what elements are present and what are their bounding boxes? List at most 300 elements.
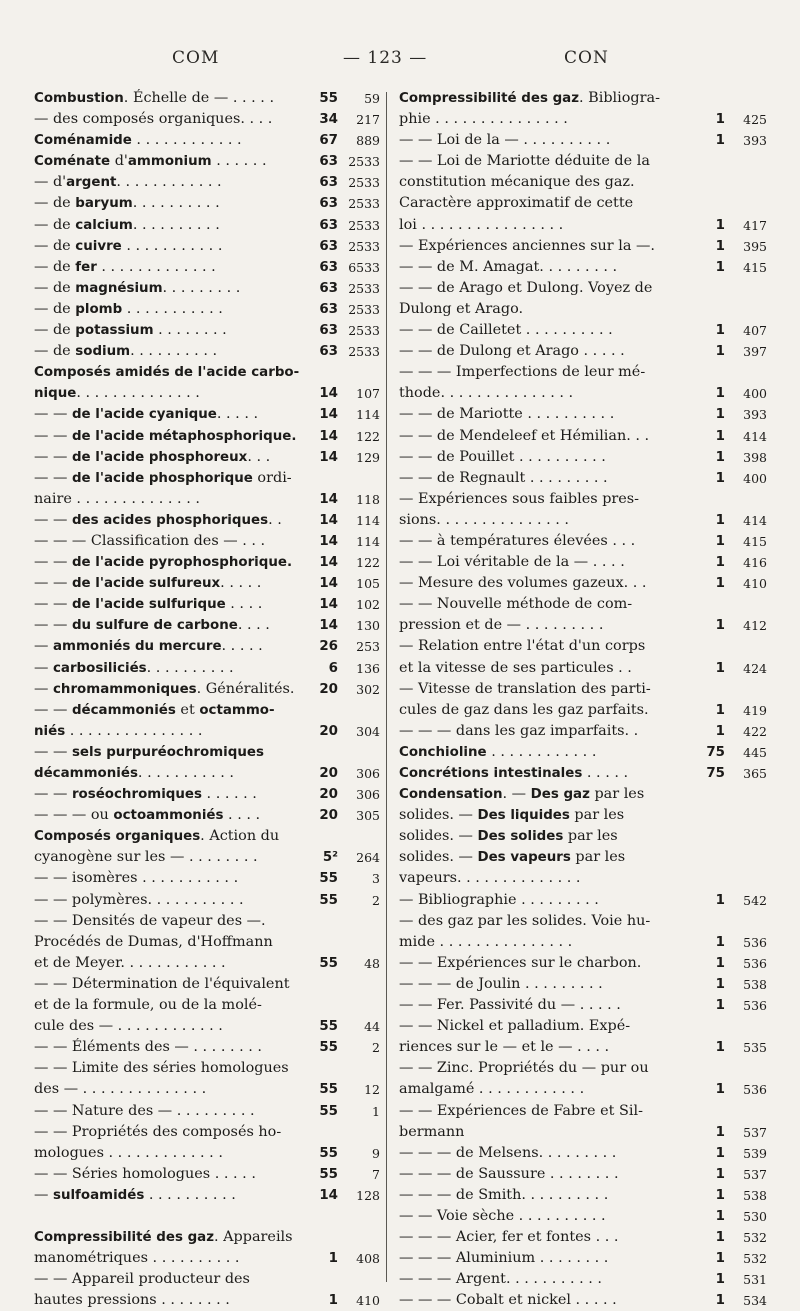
entry-descriptor: — — — Imperfections de leur mé- bbox=[399, 364, 646, 381]
entry-descriptor: . . . . . . . . . . . . bbox=[131, 132, 242, 149]
page-reference: 400 bbox=[743, 386, 767, 402]
entry-text bbox=[399, 805, 624, 826]
entry-text bbox=[34, 510, 282, 531]
entry-descriptor: — — Éléments des — . . . . . . . . bbox=[34, 1039, 262, 1056]
entry-term: des acides phosphoriques bbox=[71, 512, 269, 528]
index-entry-line bbox=[34, 236, 380, 257]
index-entry-line bbox=[34, 1101, 380, 1122]
index-entry-line bbox=[399, 805, 767, 826]
entry-descriptor: — — de Mariotte . . . . . . . . . . bbox=[399, 406, 615, 423]
entry-text bbox=[34, 573, 261, 594]
page-reference: 217 bbox=[356, 112, 380, 128]
page-reference: 114 bbox=[356, 407, 380, 423]
entry-text bbox=[399, 1122, 464, 1143]
index-entry-line bbox=[399, 847, 767, 868]
volume-number: 55 bbox=[319, 1040, 338, 1056]
volume-number: 14 bbox=[319, 533, 338, 549]
index-entry-line bbox=[34, 615, 380, 636]
index-entry-line bbox=[34, 130, 380, 151]
index-entry-line bbox=[399, 193, 767, 214]
volume-number: 1 bbox=[715, 976, 725, 992]
page-reference: 2533 bbox=[348, 196, 380, 212]
entry-descriptor: . . . . . . . . . . . . bbox=[116, 174, 222, 191]
page-reference: 365 bbox=[743, 766, 767, 781]
entry-descriptor: solides. — bbox=[399, 828, 478, 845]
index-entry-line bbox=[34, 763, 380, 784]
entry-text bbox=[399, 890, 599, 911]
entry-descriptor: naire . . . . . . . . . . . . . . bbox=[34, 490, 200, 507]
entry-descriptor: — — polymères. . . . . . . . . . . bbox=[34, 891, 244, 908]
column-divider bbox=[386, 92, 387, 1282]
entry-descriptor: — — bbox=[34, 596, 72, 613]
entry-descriptor: — d' bbox=[34, 174, 67, 191]
volume-number: 1 bbox=[715, 407, 725, 423]
entry-descriptor: . . . . . . . . . bbox=[162, 279, 241, 296]
index-column-left bbox=[34, 88, 380, 1311]
page-reference: 6533 bbox=[348, 259, 380, 275]
index-entry-line bbox=[399, 1037, 767, 1058]
volume-number: 1 bbox=[715, 1040, 725, 1056]
index-entry-line bbox=[34, 573, 380, 594]
page-reference: 2533 bbox=[348, 301, 380, 317]
entry-text bbox=[399, 1143, 616, 1164]
entry-descriptor: . . . . . . . . . . . . . . bbox=[76, 385, 200, 402]
volume-number: 1 bbox=[715, 1082, 725, 1098]
entry-text bbox=[399, 1101, 643, 1122]
entry-text bbox=[399, 299, 523, 320]
entry-descriptor: . Action du bbox=[200, 828, 280, 845]
entry-descriptor: . . . . . . bbox=[211, 153, 267, 170]
entry-descriptor: — — bbox=[34, 448, 72, 465]
index-entry-line bbox=[34, 215, 380, 236]
entry-descriptor: — — Propriétés des composés ho- bbox=[34, 1123, 282, 1140]
volume-number: 1 bbox=[328, 1251, 338, 1267]
page-reference: 414 bbox=[743, 428, 767, 444]
entry-text bbox=[34, 426, 296, 447]
entry-term: Composés amidés de l'acide carbo- bbox=[34, 365, 300, 381]
entry-term: plomb bbox=[75, 301, 123, 317]
page-reference: 419 bbox=[743, 702, 767, 718]
page-reference: 3 bbox=[372, 871, 380, 887]
volume-number: 14 bbox=[319, 512, 338, 528]
index-entry-line bbox=[34, 426, 380, 447]
entry-text bbox=[34, 805, 260, 826]
entry-descriptor: — — — dans les gaz imparfaits. . bbox=[399, 722, 639, 739]
entry-descriptor: thode. . . . . . . . . . . . . . . bbox=[399, 385, 574, 402]
page-reference: 129 bbox=[356, 449, 380, 465]
page-reference: 306 bbox=[356, 787, 380, 803]
entry-descriptor: — — Loi de Mariotte déduite de la bbox=[399, 153, 650, 170]
index-entry-line bbox=[399, 1227, 767, 1248]
entry-text bbox=[34, 679, 295, 700]
entry-text bbox=[34, 700, 275, 721]
index-entry-line bbox=[34, 658, 380, 679]
page-reference: 105 bbox=[356, 576, 380, 592]
entry-text bbox=[399, 447, 606, 468]
entry-descriptor: — — Loi de la — . . . . . . . . . . bbox=[399, 132, 611, 149]
index-entry-line bbox=[399, 1016, 767, 1037]
entry-text bbox=[399, 911, 650, 932]
entry-text bbox=[34, 257, 216, 278]
index-entry-line bbox=[34, 784, 380, 805]
entry-text bbox=[399, 88, 660, 109]
entry-descriptor: . . . . . bbox=[216, 406, 259, 423]
index-entry-line bbox=[399, 890, 767, 911]
entry-text bbox=[399, 1185, 608, 1206]
entry-descriptor: — — — Aluminium . . . . . . . . bbox=[399, 1250, 609, 1267]
entry-term: décammoniés bbox=[34, 766, 138, 781]
entry-descriptor: . . . . . . . . . . . . bbox=[486, 743, 597, 760]
entry-text bbox=[399, 130, 610, 151]
entry-descriptor: — — Loi véritable de la — . . . . bbox=[399, 554, 625, 571]
volume-number: 63 bbox=[319, 344, 338, 360]
volume-number: 14 bbox=[319, 386, 338, 402]
page-reference: 102 bbox=[356, 597, 380, 613]
volume-number: 63 bbox=[319, 323, 338, 339]
entry-text bbox=[34, 658, 234, 679]
index-entry-line bbox=[399, 1143, 767, 1164]
page-reference: 2533 bbox=[348, 323, 380, 339]
index-entry-line bbox=[34, 636, 380, 657]
entry-text bbox=[34, 299, 223, 320]
volume-number: 1 bbox=[715, 955, 725, 971]
entry-text bbox=[399, 700, 649, 721]
volume-number: 14 bbox=[319, 555, 338, 571]
entry-descriptor: — — Expériences sur le charbon. bbox=[399, 954, 642, 971]
entry-descriptor: — — Expériences de Fabre et Sil- bbox=[399, 1102, 643, 1119]
index-entry-line bbox=[399, 278, 767, 299]
volume-number: 6 bbox=[328, 660, 338, 676]
entry-text bbox=[399, 826, 618, 847]
entry-descriptor: — — bbox=[34, 575, 72, 592]
entry-term: cuivre bbox=[75, 238, 122, 254]
entry-descriptor: . — bbox=[502, 786, 531, 803]
running-head-right: CON bbox=[564, 48, 609, 68]
entry-text bbox=[399, 1164, 619, 1185]
entry-descriptor: — — de Regnault . . . . . . . . . bbox=[399, 469, 608, 486]
volume-number: 75 bbox=[706, 744, 725, 760]
entry-text bbox=[34, 932, 273, 953]
entry-descriptor: — — — de Joulin . . . . . . . . . bbox=[399, 975, 603, 992]
entry-text bbox=[34, 1058, 289, 1079]
entry-text bbox=[34, 215, 220, 236]
entry-descriptor: — — de Pouillet . . . . . . . . . . bbox=[399, 448, 606, 465]
index-entry-line bbox=[34, 1058, 380, 1079]
index-entry-line bbox=[34, 700, 380, 721]
page-reference: 2533 bbox=[348, 280, 380, 296]
volume-number: 55 bbox=[319, 1103, 338, 1119]
entry-descriptor: solides. — bbox=[399, 849, 478, 866]
entry-descriptor: — — — ou bbox=[34, 807, 114, 824]
volume-number: 1 bbox=[715, 112, 725, 128]
entry-text bbox=[34, 1227, 293, 1248]
index-entry-line bbox=[399, 974, 767, 995]
entry-text bbox=[399, 510, 569, 531]
volume-number: 1 bbox=[715, 998, 725, 1014]
entry-descriptor: — de bbox=[34, 343, 76, 360]
page-reference: 417 bbox=[743, 217, 767, 233]
entry-text bbox=[34, 721, 202, 742]
entry-descriptor: — — Séries homologues . . . . . bbox=[34, 1165, 256, 1182]
running-head-left: COM bbox=[172, 48, 220, 68]
index-entry-line bbox=[34, 1269, 380, 1290]
entry-descriptor: — — bbox=[34, 743, 72, 760]
volume-number: 1 bbox=[715, 555, 725, 571]
index-entry-line bbox=[34, 1037, 380, 1058]
page-reference: 538 bbox=[743, 976, 767, 992]
entry-text bbox=[34, 362, 299, 383]
volume-number: 1 bbox=[715, 386, 725, 402]
volume-number: 34 bbox=[319, 112, 338, 128]
page-reference: 424 bbox=[743, 660, 767, 676]
page-reference: 532 bbox=[743, 1251, 767, 1267]
entry-text bbox=[34, 847, 258, 868]
entry-text bbox=[399, 573, 646, 594]
entry-term: Composés organiques bbox=[34, 829, 201, 845]
entry-text bbox=[399, 721, 638, 742]
page-reference: 118 bbox=[356, 491, 380, 507]
entry-descriptor: mide . . . . . . . . . . . . . . . bbox=[399, 933, 573, 950]
index-entry-line bbox=[399, 362, 767, 383]
page-reference: 400 bbox=[743, 470, 767, 486]
entry-term: Concrétions intestinales bbox=[399, 766, 583, 781]
entry-descriptor: — — Nickel et palladium. Expé- bbox=[399, 1018, 631, 1035]
entry-term: nique bbox=[34, 386, 77, 402]
index-entry-line bbox=[399, 489, 767, 510]
entry-descriptor: ordi- bbox=[252, 469, 292, 486]
page-reference: 122 bbox=[356, 428, 380, 444]
entry-text bbox=[34, 868, 238, 889]
index-entry-line bbox=[34, 341, 380, 362]
entry-term: ammoniés du mercure bbox=[52, 639, 222, 655]
entry-term: décammoniés bbox=[71, 702, 176, 718]
entry-text bbox=[34, 151, 267, 172]
page-reference: 535 bbox=[743, 1040, 767, 1056]
entry-text bbox=[399, 974, 603, 995]
entry-descriptor: — Relation entre l'état d'un corps bbox=[399, 638, 646, 655]
entry-text bbox=[399, 426, 649, 447]
entry-descriptor: . . . . . . . . . . bbox=[144, 1186, 236, 1203]
entry-text bbox=[399, 594, 632, 615]
volume-number: 14 bbox=[319, 407, 338, 423]
index-entry-line bbox=[399, 447, 767, 468]
index-entry-line bbox=[399, 1206, 767, 1227]
entry-descriptor: — — — Classification des — . . . bbox=[34, 532, 266, 549]
entry-descriptor: . . . . . . . . . . bbox=[132, 216, 220, 233]
entry-text bbox=[34, 911, 266, 932]
entry-descriptor: . Bibliogra- bbox=[579, 90, 660, 106]
entry-text bbox=[34, 236, 222, 257]
index-entry-line bbox=[34, 383, 380, 404]
entry-text bbox=[34, 594, 262, 615]
volume-number: 1 bbox=[715, 1187, 725, 1203]
index-entry-line bbox=[399, 658, 767, 679]
entry-descriptor: — — — de Melsens. . . . . . . . . bbox=[399, 1144, 617, 1161]
volume-number: 1 bbox=[715, 533, 725, 549]
volume-number: 14 bbox=[319, 597, 338, 613]
entry-term: sodium bbox=[75, 344, 131, 360]
entry-descriptor: — Bibliographie . . . . . . . . . bbox=[399, 891, 599, 908]
entry-text bbox=[399, 995, 621, 1016]
volume-number: 20 bbox=[319, 681, 338, 697]
entry-descriptor: — — bbox=[34, 554, 72, 571]
entry-descriptor: — Mesure des volumes gazeux. . . bbox=[399, 575, 647, 592]
index-entry-line bbox=[399, 172, 767, 193]
entry-term: fer bbox=[75, 259, 97, 275]
entry-text bbox=[399, 1079, 584, 1100]
volume-number: 1 bbox=[715, 702, 725, 718]
volume-number: 20 bbox=[319, 723, 338, 739]
volume-number: 1 bbox=[715, 723, 725, 739]
index-entry-line bbox=[34, 362, 380, 383]
volume-number: 1 bbox=[715, 660, 725, 676]
index-entry-line bbox=[399, 1269, 767, 1290]
entry-descriptor: phie . . . . . . . . . . . . . . . bbox=[399, 111, 568, 128]
entry-descriptor: — Expériences sous faibles pres- bbox=[399, 490, 640, 507]
entry-text bbox=[34, 784, 257, 805]
entry-descriptor: — Vitesse de translation des parti- bbox=[399, 680, 651, 697]
entry-descriptor: — — bbox=[34, 469, 72, 486]
entry-descriptor: — bbox=[34, 638, 53, 655]
entry-text bbox=[34, 109, 272, 130]
entry-text bbox=[399, 932, 572, 953]
entry-descriptor: mologues . . . . . . . . . . . . . bbox=[34, 1144, 223, 1161]
index-entry-line bbox=[34, 742, 380, 763]
entry-text bbox=[399, 531, 635, 552]
volume-number: 20 bbox=[319, 808, 338, 824]
page-reference: 9 bbox=[372, 1145, 380, 1161]
entry-text bbox=[34, 531, 265, 552]
index-entry-line bbox=[399, 109, 767, 130]
entry-descriptor: . . . . . . . . . . . bbox=[122, 300, 223, 317]
page-reference: 2533 bbox=[348, 154, 380, 170]
entry-text bbox=[399, 257, 617, 278]
volume-number: 55 bbox=[319, 1019, 338, 1035]
entry-text bbox=[399, 763, 628, 784]
entry-term: Compressibilité des gaz bbox=[399, 91, 579, 106]
entry-text bbox=[34, 1122, 281, 1143]
entry-text bbox=[399, 489, 639, 510]
volume-number: 1 bbox=[715, 1230, 725, 1246]
entry-descriptor: . . . . . . . . . . bbox=[146, 659, 234, 676]
volume-number: 63 bbox=[319, 301, 338, 317]
entry-descriptor: cyanogène sur les — . . . . . . . . bbox=[34, 849, 258, 866]
index-entry-line bbox=[399, 679, 767, 700]
page-reference: 536 bbox=[743, 998, 767, 1014]
index-entry-line bbox=[399, 784, 767, 805]
entry-descriptor: — — bbox=[34, 511, 72, 528]
page-reference: 2533 bbox=[348, 238, 380, 254]
entry-text bbox=[34, 636, 263, 657]
page-reference: 253 bbox=[356, 639, 380, 655]
entry-descriptor: et de Meyer. . . . . . . . . . . . bbox=[34, 954, 226, 971]
page-reference: 128 bbox=[356, 1187, 380, 1203]
page-reference: 397 bbox=[743, 344, 767, 360]
entry-descriptor: hautes pressions . . . . . . . . bbox=[34, 1292, 230, 1309]
entry-term: du sulfure de carbone bbox=[71, 618, 238, 634]
entry-text bbox=[34, 1185, 236, 1206]
entry-descriptor: . . . bbox=[247, 448, 271, 465]
entry-term: niés bbox=[34, 723, 66, 739]
page-reference: 395 bbox=[743, 238, 767, 254]
entry-descriptor: — — — Argent. . . . . . . . . . . bbox=[399, 1271, 603, 1288]
page-reference: 537 bbox=[743, 1124, 767, 1140]
volume-number: 63 bbox=[319, 175, 338, 191]
volume-number: 1 bbox=[715, 1251, 725, 1267]
entry-descriptor: — — de Arago et Dulong. Voyez de bbox=[399, 279, 653, 296]
page-reference: 393 bbox=[743, 407, 767, 423]
index-entry-line bbox=[34, 299, 380, 320]
entry-text bbox=[399, 552, 625, 573]
entry-descriptor: — de bbox=[34, 216, 76, 233]
volume-number: 67 bbox=[319, 133, 338, 149]
volume-number: 14 bbox=[319, 449, 338, 465]
entry-text bbox=[34, 742, 264, 763]
index-entry-line bbox=[399, 868, 767, 889]
entry-term: de l'acide cyanique bbox=[71, 407, 217, 423]
index-entry-line bbox=[34, 447, 380, 468]
entry-descriptor: — de bbox=[34, 195, 76, 212]
volume-number: 1 bbox=[715, 344, 725, 360]
index-entry-line bbox=[399, 953, 767, 974]
entry-term: Condensation bbox=[399, 787, 503, 803]
entry-term: de l'acide sulfureux bbox=[71, 576, 221, 592]
entry-text bbox=[399, 1058, 649, 1079]
entry-descriptor: et bbox=[175, 701, 200, 718]
index-entry-line bbox=[34, 320, 380, 341]
page-reference: 2533 bbox=[348, 175, 380, 191]
index-entry-line bbox=[399, 531, 767, 552]
index-entry-line bbox=[399, 510, 767, 531]
entry-text bbox=[399, 658, 632, 679]
entry-descriptor: — — Limite des séries homologues bbox=[34, 1060, 289, 1077]
index-entry-line bbox=[399, 1290, 767, 1311]
index-entry-line bbox=[399, 88, 767, 109]
index-entry-line bbox=[34, 1248, 380, 1269]
entry-text bbox=[34, 130, 242, 151]
page-reference: 393 bbox=[743, 133, 767, 149]
entry-descriptor: par les bbox=[570, 849, 626, 866]
entry-descriptor: . . . . . . . . bbox=[153, 322, 227, 339]
volume-number: 55 bbox=[319, 1145, 338, 1161]
entry-term: baryum bbox=[75, 196, 133, 212]
index-entry-line bbox=[34, 1143, 380, 1164]
page-reference: 407 bbox=[743, 323, 767, 339]
index-entry-line bbox=[399, 636, 767, 657]
index-entry-line bbox=[399, 341, 767, 362]
entry-descriptor: — de bbox=[34, 258, 76, 275]
index-entry-line bbox=[34, 995, 380, 1016]
volume-number: 1 bbox=[715, 470, 725, 486]
volume-number: 14 bbox=[319, 618, 338, 634]
volume-number: 1 bbox=[715, 512, 725, 528]
entry-descriptor: — — Zinc. Propriétés du — pur ou bbox=[399, 1060, 649, 1077]
volume-number: 55 bbox=[319, 91, 338, 106]
entry-term: de l'acide sulfurique bbox=[71, 597, 226, 613]
entry-text bbox=[399, 278, 652, 299]
entry-text bbox=[399, 193, 633, 214]
entry-text bbox=[399, 468, 608, 489]
entry-term: potassium bbox=[75, 323, 154, 339]
entry-descriptor: . . . . . . . . . . . . . . . bbox=[65, 722, 203, 739]
index-entry-line bbox=[34, 151, 380, 172]
index-entry-line bbox=[399, 383, 767, 404]
volume-number: 55 bbox=[319, 1082, 338, 1098]
page-reference: 536 bbox=[743, 934, 767, 950]
entry-text bbox=[34, 1164, 256, 1185]
page-reference: 136 bbox=[356, 660, 380, 676]
index-entry-line bbox=[399, 615, 767, 636]
